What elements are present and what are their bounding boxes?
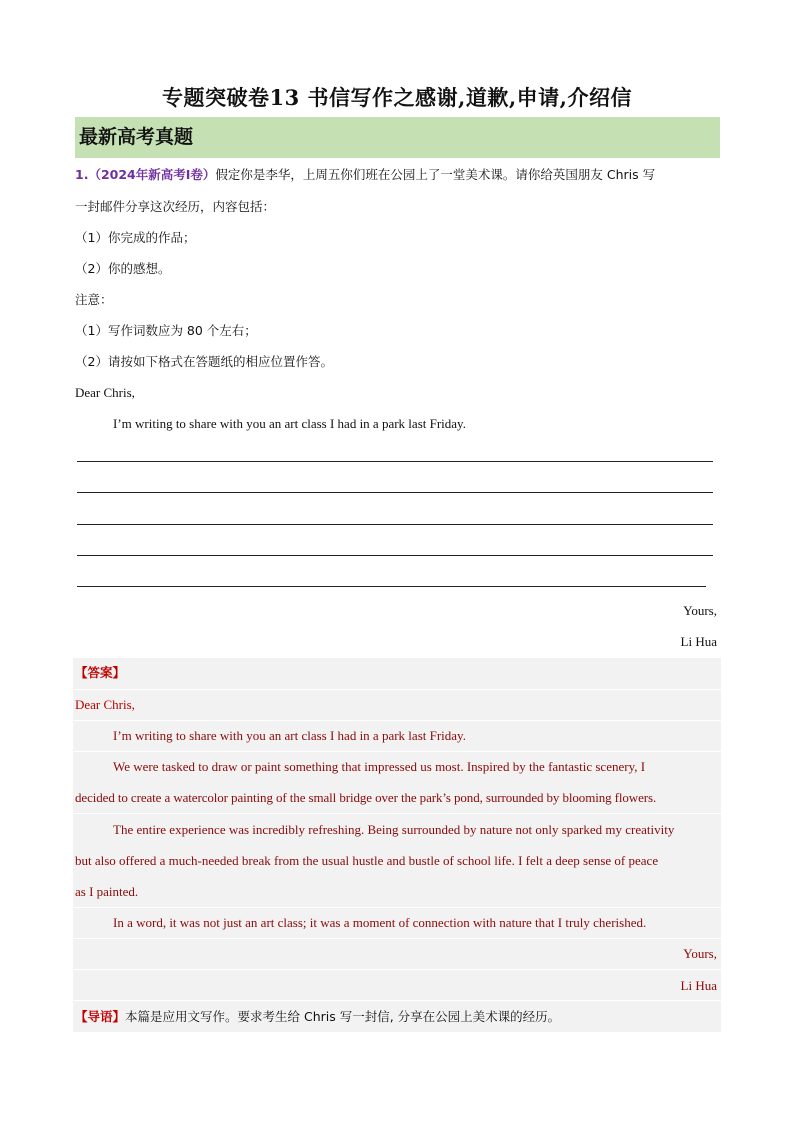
- answer-label: 【答案】: [75, 665, 126, 680]
- guide-text: 本篇是应用文写作。要求考生给 Chris 写一封信, 分享在公园上美术课的经历。: [125, 1009, 561, 1024]
- answer-p3: In a word, it was not just an art class; it was a moment of connection with nature that I truly cherished.: [113, 915, 647, 930]
- answer-p1-line-2: decided to create a watercolor painting of the small bridge over the park’s pond, surrounded by blooming flowers.: [75, 790, 657, 805]
- answer-salutation: Dear Chris,: [75, 697, 135, 712]
- question-salutation: Dear Chris,: [75, 385, 135, 400]
- answer-separator: [73, 907, 721, 908]
- question-line-2: 一封邮件分享这次经历，内容包括：: [75, 199, 276, 214]
- guide-label: 【导语】: [75, 1009, 126, 1024]
- answer-separator: [73, 938, 721, 939]
- question-opening: I’m writing to share with you an art class I had in a park last Friday.: [113, 416, 466, 431]
- answer-closing: Yours,: [683, 946, 717, 961]
- answer-separator: [73, 969, 721, 970]
- question-number: 1.（2024年新高考I卷）: [75, 167, 216, 182]
- note-label: 注意：: [75, 292, 113, 307]
- writing-line: [77, 586, 706, 587]
- page-title: 专题突破卷13 书信写作之感谢,道歉,申请,介绍信: [162, 85, 632, 110]
- writing-line: [77, 524, 713, 525]
- question-item-2: （2）你的感想。: [75, 261, 171, 276]
- answer-p1-line-1: We were tasked to draw or paint something that impressed us most. Inspired by the fantastic scenery, I: [113, 759, 646, 774]
- note-item-1: （1）写作词数应为 80 个左右；: [75, 323, 257, 338]
- note-item-2: （2）请按如下格式在答题纸的相应位置作答。: [75, 354, 333, 369]
- writing-line: [77, 461, 713, 462]
- question-text-1: 假定你是李华，上周五你们班在公园上了一堂美术课。请你给英国朋友 Chris 写: [215, 167, 656, 182]
- answer-separator: [73, 751, 721, 752]
- answer-opening: I’m writing to share with you an art class I had in a park last Friday.: [113, 728, 466, 743]
- writing-line: [77, 492, 713, 493]
- answer-block: [73, 658, 721, 1032]
- answer-separator: [73, 813, 721, 814]
- answer-separator: [73, 720, 721, 721]
- answer-separator: [73, 1000, 721, 1001]
- answer-p2-line-2: but also offered a much-needed break from the usual hustle and bustle of school life. I felt a deep sense of peace: [75, 853, 659, 868]
- answer-signature: Li Hua: [680, 978, 717, 993]
- question-item-1: （1）你完成的作品；: [75, 230, 196, 245]
- writing-line: [77, 555, 713, 556]
- question-signature: Li Hua: [680, 634, 717, 649]
- answer-p2-line-3: as I painted.: [75, 884, 139, 899]
- guide-line: [75, 1008, 560, 1026]
- question-line-1: [75, 166, 655, 184]
- answer-p2-line-1: The entire experience was incredibly refreshing. Being surrounded by nature not only sparked my creativity: [113, 822, 675, 837]
- question-closing: Yours,: [683, 603, 717, 618]
- answer-separator: [73, 689, 721, 690]
- section-header: 最新高考真题: [75, 117, 720, 158]
